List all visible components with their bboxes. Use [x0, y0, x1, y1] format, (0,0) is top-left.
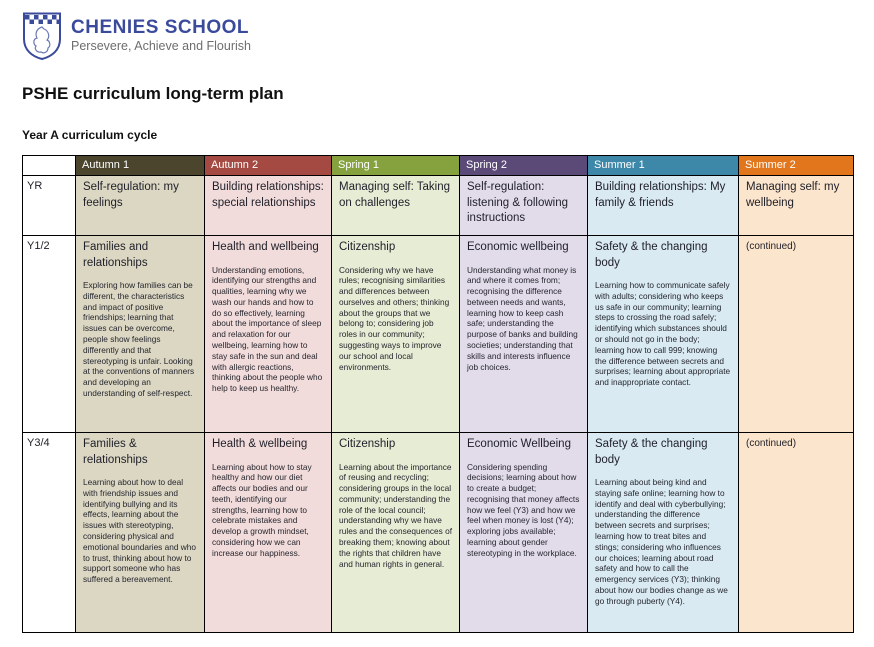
- cell-title: Citizenship: [339, 438, 396, 450]
- column-header-summer2: Summer 2: [739, 156, 854, 176]
- cell-title: Self-regulation: my feelings: [83, 181, 179, 209]
- cell-body: Understanding what money is and where it comes from; recognising the difference between needs and wants, learning how to keep cash safe; understanding the purpose of banks and building societies; understanding that skills and interests influence job choices.: [467, 264, 578, 372]
- cell-title: Families and relationships: [83, 241, 149, 269]
- curriculum-cell: [588, 433, 739, 633]
- column-header-autumn1: Autumn 1: [76, 156, 205, 176]
- cell-title: Families & relationships: [83, 438, 148, 466]
- curriculum-cell: [205, 176, 332, 236]
- row-label: YR: [23, 176, 76, 236]
- cell-title: Citizenship: [339, 241, 396, 253]
- cell-title: Building relationships: My family & friends: [595, 181, 726, 209]
- school-crest-icon: [22, 12, 62, 60]
- school-motto: Persevere, Achieve and Flourish: [71, 39, 251, 54]
- school-logo-header: [22, 10, 853, 62]
- cell-body: Learning about how to stay healthy and how our diet affects our bodies and our teeth, identifying our strengths, learning how to celebrate mistakes and develop a growth mindset, considering how we can increase our happiness.: [212, 461, 312, 558]
- column-header-spring1: Spring 1: [332, 156, 460, 176]
- cell-body: Exploring how families can be different, the characteristics and impact of positive friendships; learning that issues can be overcome, people show feelings differently and that stereotyping is unfair. Looking at the conventions of manners and developing an understanding of self-respect.: [83, 280, 195, 398]
- curriculum-cell: [205, 236, 332, 433]
- curriculum-cell: [332, 176, 460, 236]
- cell-body: Understanding emotions, identifying our strengths and qualities, learning why we wash our hands and how to do so effectively, learning about the importance of sleep and relaxation for our wellbeing, learning how to stay safe in the sun and deal with allergic reactions, thinking about the people who help to keep us healthy.: [212, 264, 323, 394]
- cell-continued-note: (continued): [746, 438, 797, 449]
- cell-title: Managing self: my wellbeing: [746, 181, 840, 209]
- cycle-subtitle: Year A curriculum cycle: [22, 128, 158, 142]
- cell-title: Economic Wellbeing: [467, 438, 571, 450]
- curriculum-cell: [739, 236, 854, 433]
- curriculum-cell: [332, 433, 460, 633]
- cell-title: Health & wellbeing: [212, 438, 308, 450]
- column-header-summer1: Summer 1: [588, 156, 739, 176]
- curriculum-cell: [76, 236, 205, 433]
- curriculum-cell: [460, 236, 588, 433]
- column-header-autumn2: Autumn 2: [205, 156, 332, 176]
- curriculum-cell: [460, 433, 588, 633]
- curriculum-table: [22, 155, 854, 633]
- cell-continued-note: (continued): [746, 241, 797, 252]
- column-header-spring2: Spring 2: [460, 156, 588, 176]
- curriculum-cell: [76, 433, 205, 633]
- cell-title: Safety & the changing body: [595, 438, 708, 466]
- cell-title: Building relationships: special relationships: [212, 181, 324, 209]
- curriculum-cell: [739, 433, 854, 633]
- cell-title: Safety & the changing body: [595, 241, 708, 269]
- cell-title: Health and wellbeing: [212, 241, 319, 253]
- cell-body: Learning about how to deal with friendship issues and identifying bullying and its effects, learning about the issues with stereotyping, considering physical and emotional boundaries and who to trust, thinking about how to support someone who has suffered a bereavement.: [83, 477, 197, 585]
- row-label: Y1/2: [23, 236, 76, 433]
- cell-body: Learning about being kind and staying safe online; learning how to identify and deal with cyberbullying; understanding the difference between secrets and surprises; learning how to treat bites and stings; considering who influences our choices; learning about road safety and how to call the emergency services (Y3); thinking about how our bodies change as we go through puberty (Y4).: [595, 477, 728, 606]
- term-header-row: [23, 156, 854, 176]
- curriculum-cell: [739, 176, 854, 236]
- table-row-y34: [23, 433, 854, 633]
- cell-title: Managing self: Taking on challenges: [339, 181, 451, 209]
- row-label: Y3/4: [23, 433, 76, 633]
- cell-body: Considering spending decisions; learning about how to create a budget; recognising that money affects how we feel (Y3) and how we feel when money is lost (Y4); exploring jobs available; learning about gender stereotyping in the workplace.: [467, 461, 580, 558]
- curriculum-cell: [76, 176, 205, 236]
- curriculum-cell: [588, 176, 739, 236]
- cell-body: Considering why we have rules; recognising similarities and differences between ourselves and others; thinking about the groups that we belong to; considering job roles in our community; suggesting ways to improve our school and local environments.: [339, 264, 450, 372]
- corner-spacer: [23, 156, 76, 176]
- school-name: CHENIES SCHOOL: [71, 16, 250, 38]
- curriculum-cell: [205, 433, 332, 633]
- cell-body: Learning about the importance of reusing and recycling; considering groups in the local community; understanding the role of the local council; understanding why we have rules and the consequences of breaking them; knowing about the rights that children have and human rights in general.: [339, 461, 453, 569]
- table-row-y12: [23, 236, 854, 433]
- cell-title: Self-regulation: listening & following instructions: [467, 181, 569, 225]
- curriculum-cell: [588, 236, 739, 433]
- logo-text: [71, 18, 251, 55]
- table-row-yr: [23, 176, 854, 236]
- page-title: PSHE curriculum long-term plan: [22, 84, 284, 103]
- cell-body: Learning how to communicate safely with adults; considering who keeps us safe in our community; learning steps to crossing the road safely; identifying which substances should or should not go in the body; learning how to call 999; knowing the difference between secrets and surprises; learning about appropriate and inappropriate contact.: [595, 280, 731, 388]
- curriculum-cell: [460, 176, 588, 236]
- cell-title: Economic wellbeing: [467, 241, 569, 253]
- curriculum-cell: [332, 236, 460, 433]
